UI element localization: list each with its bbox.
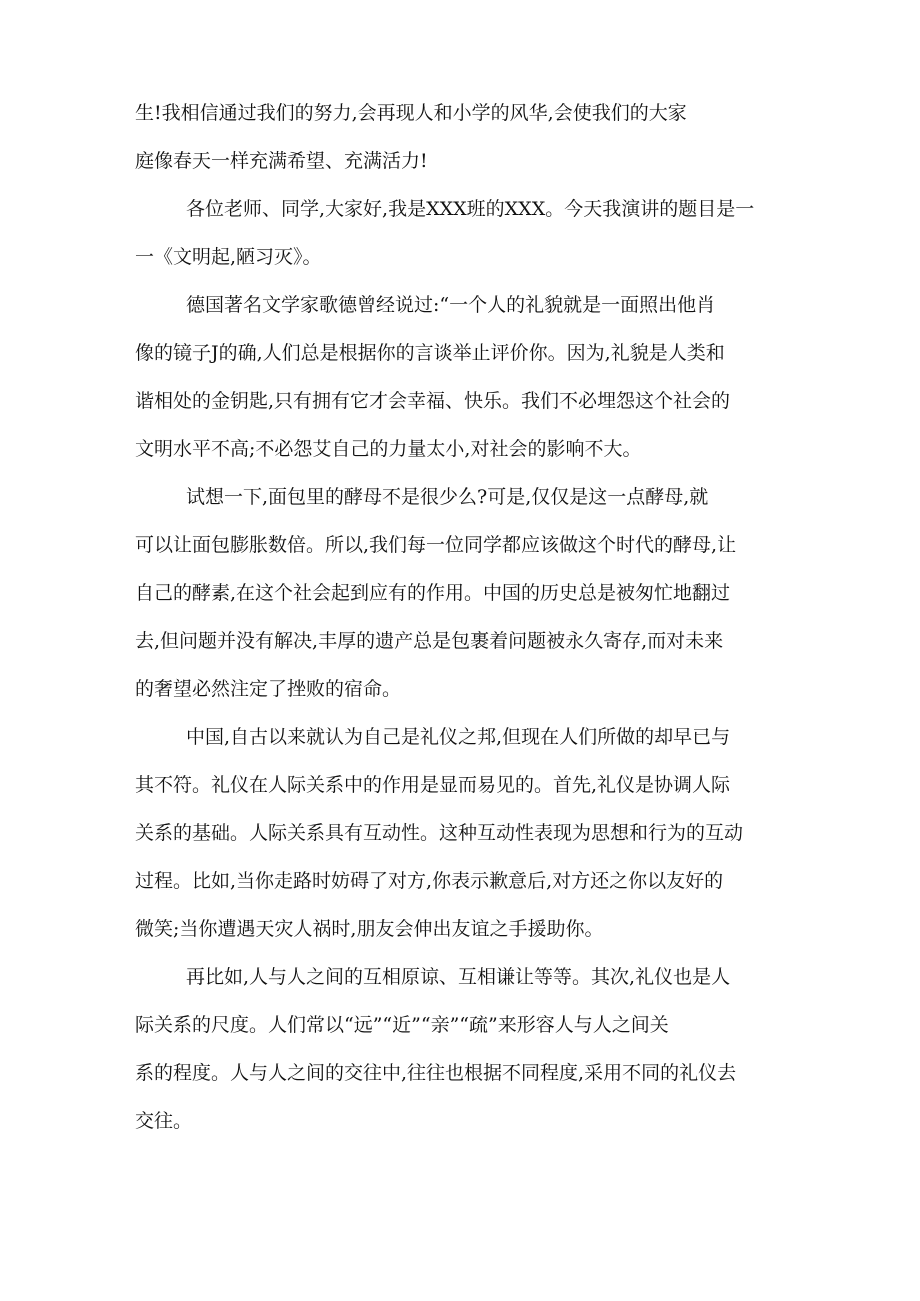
paragraph xyxy=(135,480,790,720)
text-line: 文明水平不高;不必怨艾自己的力量太小,对社会的影响不大。 xyxy=(135,438,642,460)
paragraph xyxy=(135,720,790,960)
paragraph xyxy=(135,192,790,288)
text-line: 一《文明起,陋习灭》。 xyxy=(135,246,322,268)
text-line: 中国,自古以来就认为自己是礼仪之邦,但现在人们所做的却早已与 xyxy=(186,726,731,748)
paragraph xyxy=(135,288,790,480)
text-line: 交往。 xyxy=(135,1110,193,1132)
text-line: 的奢望必然注定了挫败的宿命。 xyxy=(135,678,402,700)
paragraph xyxy=(135,96,790,192)
text-line: 去,但问题并没有解决,丰厚的遗产总是包裹着问题被永久寄存,而对未来 xyxy=(135,630,724,652)
document-body xyxy=(135,96,790,1152)
text-line: 微笑;当你遭遇天灾人祸时,朋友会伸出友谊之手援助你。 xyxy=(135,918,604,940)
text-line: 过程。比如,当你走路时妨碍了对方,你表示歉意后,对方还之你以友好的 xyxy=(135,870,724,892)
text-line: 关系的基础。人际关系具有互动性。这种互动性表现为思想和行为的互动 xyxy=(135,822,744,844)
text-line: 再比如,人与人之间的互相原谅、互相谦让等等。其次,礼仪也是人 xyxy=(186,966,731,988)
text-line: 际关系的尺度。人们常以“远”“近”“亲”“疏”来形容人与人之间关 xyxy=(135,1014,669,1036)
text-line: 德国著名文学家歌德曾经说过:“一个人的礼貌就是一面照出他肖 xyxy=(186,294,716,316)
paragraph xyxy=(135,960,790,1152)
text-line: 自己的酵素,在这个社会起到应有的作用。中国的历史总是被匆忙地翻过 xyxy=(135,582,731,604)
text-line: 其不符。礼仪在人际关系中的作用是显而易见的。首先,礼仪是协调人际 xyxy=(135,774,731,796)
text-line: 生!我相信通过我们的努力,会再现人和小学的风华,会使我们的大家 xyxy=(135,102,687,124)
text-line: 各位老师、同学,大家好,我是XXX班的XXX。今天我演讲的题目是一 xyxy=(186,198,755,220)
text-line: 庭像春天一样充满希望、充满活力! xyxy=(135,150,428,172)
text-line: 像的镜子J的确,人们总是根据你的言谈举止评价你。因为,礼貌是人类和 xyxy=(135,342,725,364)
text-line: 可以让面包膨胀数倍。所以,我们每一位同学都应该做这个时代的酵母,让 xyxy=(135,534,737,556)
text-line: 试想一下,面包里的酵母不是很少么?可是,仅仅是这一点酵母,就 xyxy=(186,486,709,508)
text-line: 系的程度。人与人之间的交往中,往往也根据不同程度,采用不同的礼仪去 xyxy=(135,1062,737,1084)
text-line: 谐相处的金钥匙,只有拥有它才会幸福、快乐。我们不必埋怨这个社会的 xyxy=(135,390,731,412)
